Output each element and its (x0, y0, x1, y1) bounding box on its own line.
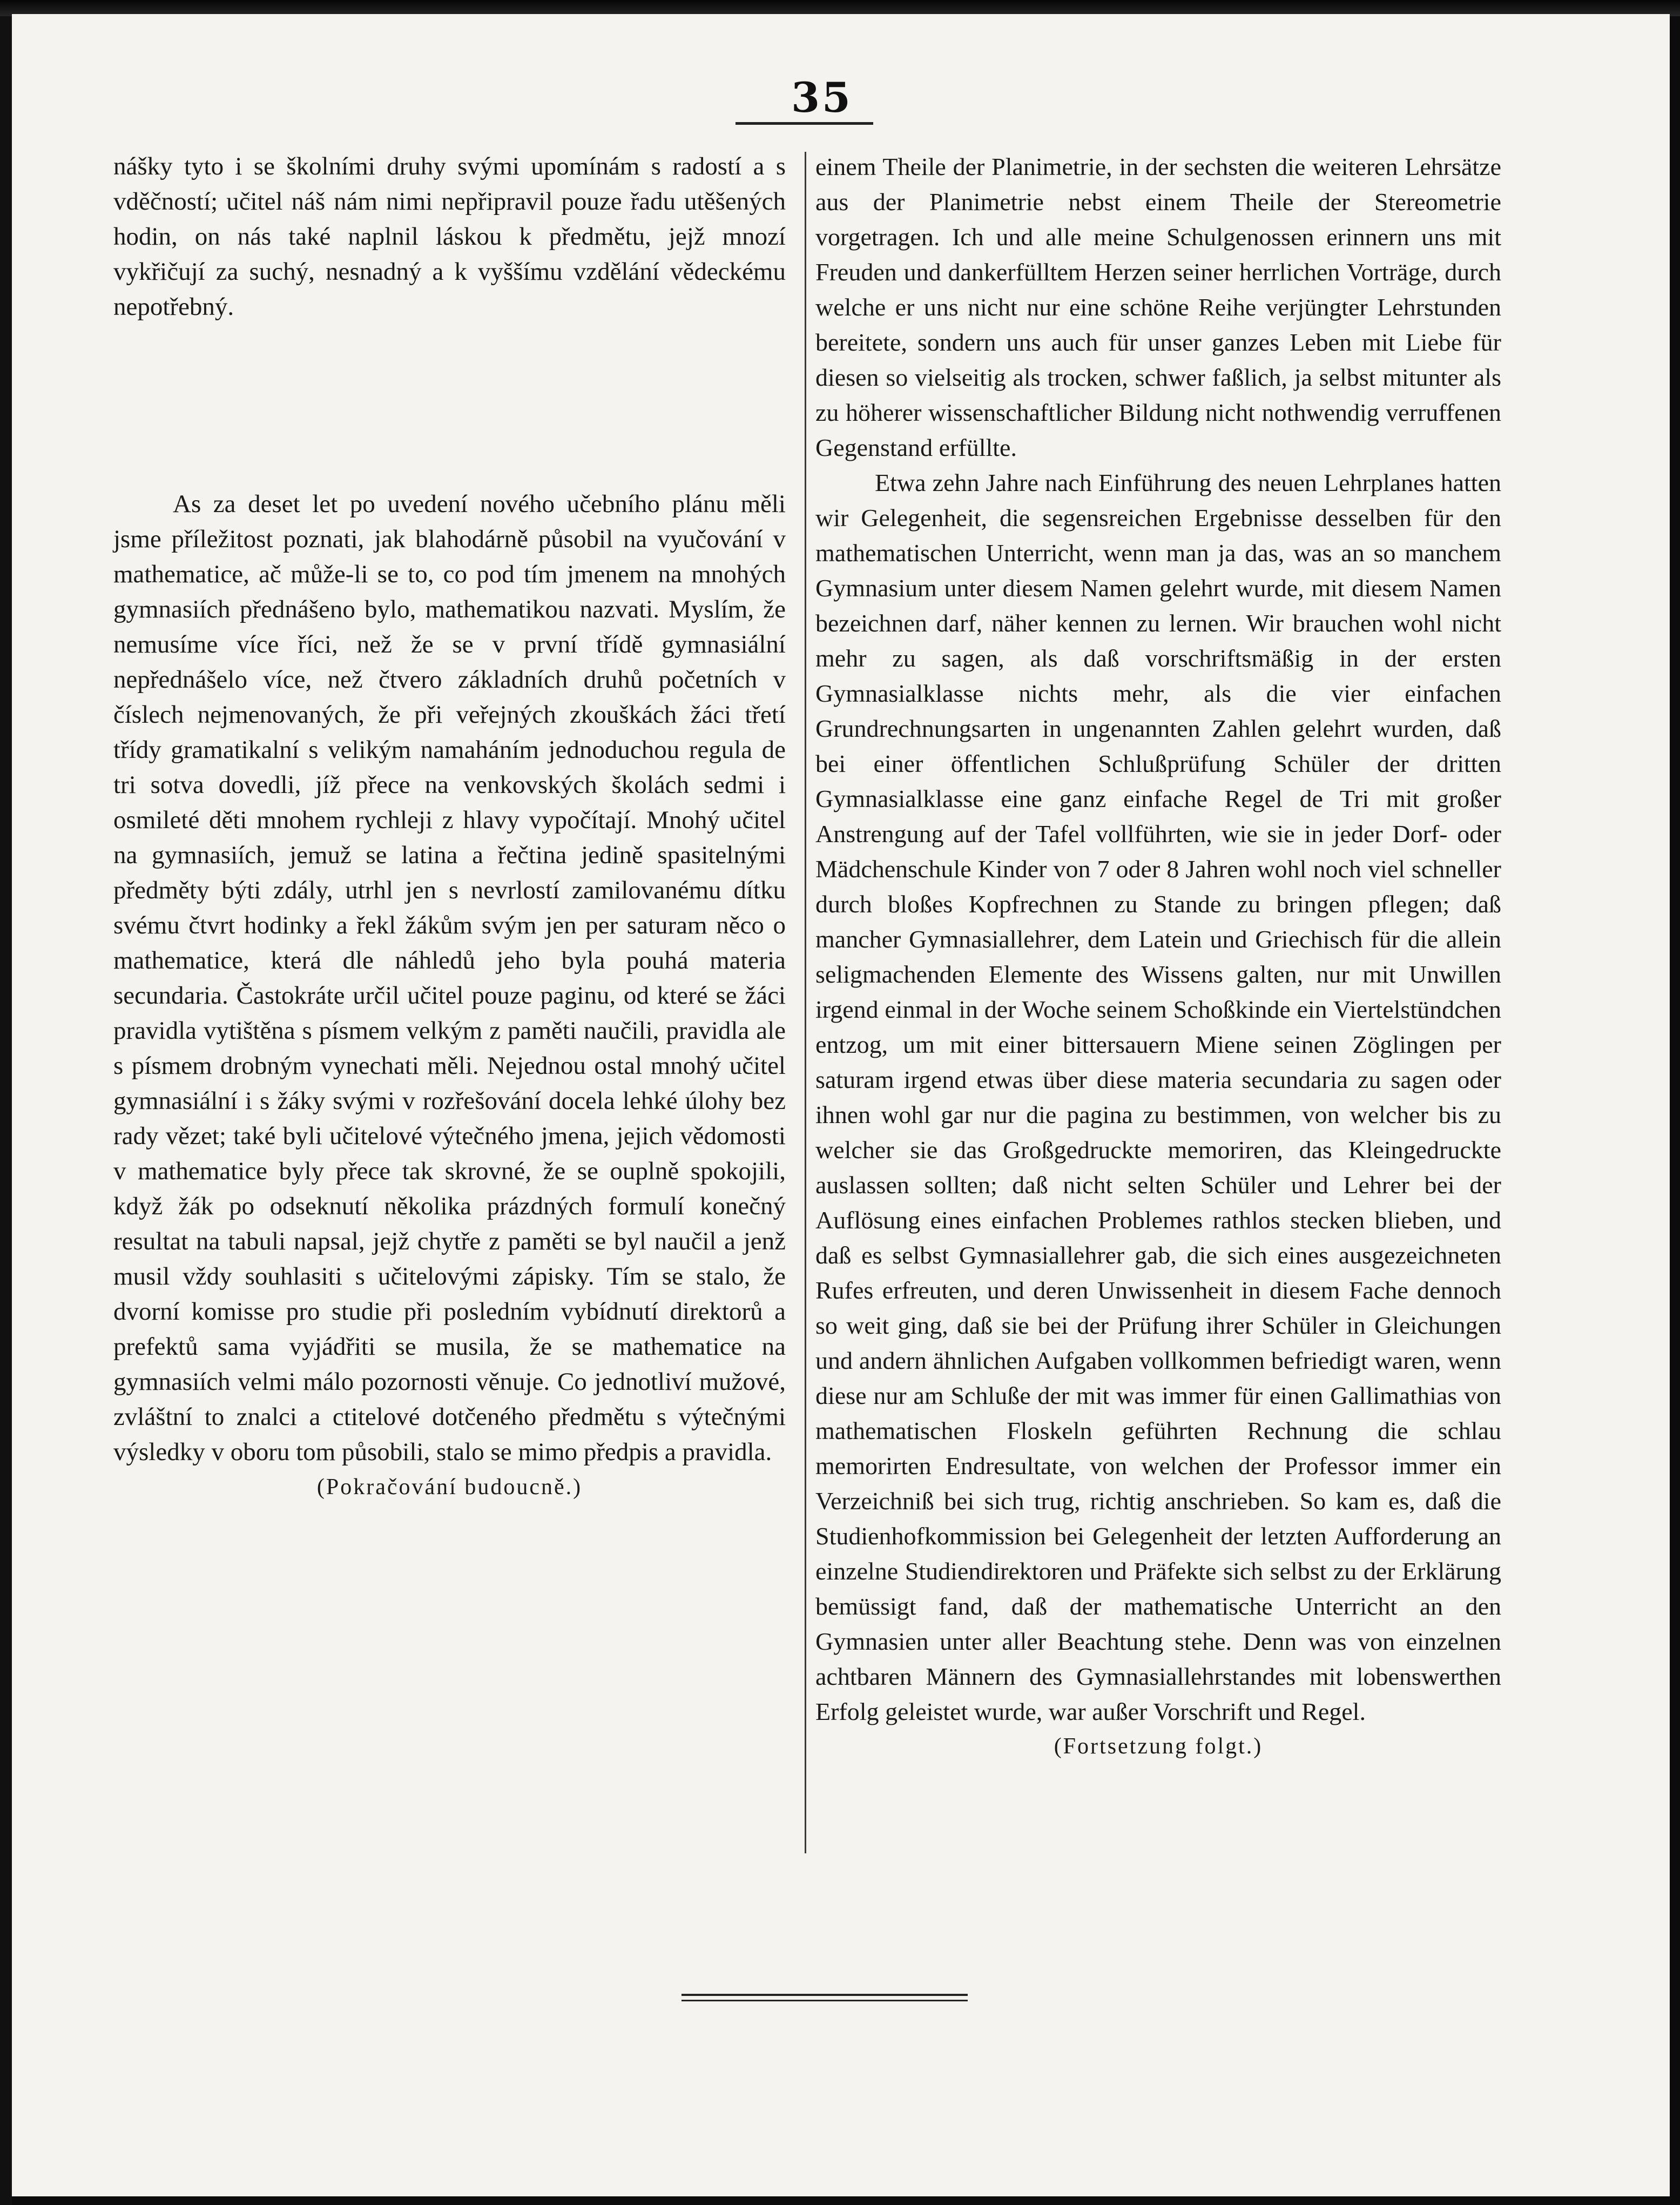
czech-paragraph-1: nášky tyto i se školními druhy svými upomínám s radostí a s vděčností; učitel náš nám nimi nepřipravil pouze řadu utěšených hodin, on nás také naplnil láskou k předmětu, jejž mnozí vykřičují za suchý, nesnadný a k vyššímu vzdělání vědeckému nepotřebný. (113, 152, 786, 321)
czech-column (113, 149, 786, 1505)
column-gap (113, 325, 786, 487)
page-number-rule (736, 122, 873, 125)
german-column (815, 149, 1501, 1764)
end-rule-lower (682, 2000, 968, 2001)
scan-left-edge (0, 0, 12, 2205)
german-continuation-note: (Fortsetzung folgt.) (1054, 1734, 1263, 1759)
czech-paragraph-2: As za deset let po uvedení nového učebního plánu měli jsme příležitost poznati, jak blahodárně působil na vyučování v mathematice, ač může-li se to, co pod tím jmenem na mnohých gymnasiích přednášeno bylo, mathematikou nazvati. Myslím, že nemusíme více říci, než že se v první třídě gymnasiální nepřednášelo více, než čtvero základních druhů početních v číslech nejmenovaných, že při veřejných zkouškách žáci třetí třídy gramatikalní s velikým namaháním jednoduchou regula de tri sotva dovedli, jíž přece na venkovských školách sedmi i osmileté děti mnohem rychleji z hlavy vypočítají. Mnohý učitel na gymnasiích, jemuž se latina a řečtina jedině spasitelnými předměty býti zdály, utrhl jen s nevrlostí zamilovanému dítku svému čtvrt hodinky a řekl žákům svým jen per saturam něco o mathematice, která dle náhledů jeho byla pouhá materia secundaria. Častokráte určil učitel pouze paginu, od které se žáci pravidla vytištěna s písmem velkým z paměti naučili, pravidla ale s písmem drobným vynechati měli. Nejednou ostal mnohý učitel gymnasiální i s žáky svými v rozřešování docela lehké úlohy bez rady vězet; také byli učitelové výtečného jmena, jejich vědomosti v mathematice byly přece tak skrovné, že se ouplně spokojili, když žák po odseknutí několika prázdných formulí konečný resultat na tabuli napsal, jejž chytře z paměti se byl naučil a jenž musil vždy souhlasiti s učitelovými zápisky. Tím se stalo, že dvorní komisse pro studie při posledním vybídnutí direktorů a prefektů sama vyjádřiti se musila, že se mathematice na gymnasiích velmi málo pozornosti věnuje. Co jednotliví mužové, zvláštní to znalci a ctitelové dotčeného předmětu s výtečnými výsledky v oboru tom působili, stalo se mimo předpis a pravidla. (113, 490, 786, 1466)
german-paragraph-2: Etwa zehn Jahre nach Einführung des neuen Lehrplanes hatten wir Gelegenheit, die segensreichen Ergebnisse desselben für den mathematischen Unterricht, wenn man ja das, was an so manchem Gymnasium unter diesem Namen gelehrt wurde, mit diesem Namen bezeichnen darf, näher kennen zu lernen. Wir brauchen wohl nicht mehr zu sagen, als daß vorschriftsmäßig in der ersten Gymnasialklasse nichts mehr, als die vier einfachen Grundrechnungsarten in ungenannten Zahlen gelehrt wurden, daß bei einer öffentlichen Schlußprüfung Schüler der dritten Gymnasialklasse eine ganz einfache Regel de Tri mit großer Anstrengung auf der Tafel vollführten, wie sie in jeder Dorf- oder Mädchenschule Kinder von 7 oder 8 Jahren wohl noch viel schneller durch bloßes Kopfrechnen zu Stande zu bringen pflegen; daß mancher Gymnasiallehrer, dem Latein und Griechisch für die allein seligmachenden Elemente des Wissens galten, nur mit Unwillen irgend einmal in der Woche seinem Schoßkinde ein Viertelstündchen entzog, um mit einer bittersauern Miene seinen Zöglingen per saturam irgend etwas über diese materia secundaria zu sagen oder ihnen wohl gar nur die pagina zu bestimmen, von welcher bis zu welcher sie das Großgedruckte memoriren, das Kleingedruckte auslassen sollten; daß nicht selten Schüler und Lehrer bei der Auflösung eines einfachen Problemes rathlos stecken blieben, und daß es selbst Gymnasiallehrer gab, die sich eines ausgezeichneten Rufes erfreuten, und deren Unwissenheit in diesem Fache dennoch so weit ging, daß sie bei der Prüfung ihrer Schüler in Gleichungen und andern ähnlichen Aufgaben vollkommen befriedigt waren, wenn diese nur am Schluße der mit was immer für einen Gallimathias von mathematischen Floskeln geführten Rechnung die schlau memorirten Endresultate, von welchen der Professor immer ein Verzeichniß bei sich trug, richtig anschrieben. So kam es, daß die Studienhofkommission bei Gelegenheit der letzten Aufforderung an einzelne Studiendirektoren und Präfekte sich selbst zu der Erklärung bemüssigt fand, daß der mathematische Unterricht an den Gymnasien unter aller Beachtung stehe. Denn was von einzelnen achtbaren Männern des Gymnasiallehrstandes mit lobenswerthen Erfolg geleistet wurde, war außer Vorschrift und Regel. (815, 469, 1501, 1725)
german-paragraph-1: einem Theile der Planimetrie, in der sechsten die weiteren Lehrsätze aus der Planimetrie nebst einem Theile der Stereometrie vorgetragen. Ich und alle meine Schulgenossen erinnern uns mit Freuden und dankerfülltem Herzen seiner herrlichen Vorträge, durch welche er uns nicht nur eine schöne Reihe verjüngter Lehrstunden bereitete, sondern uns auch für unser ganzes Leben mit Liebe für diesen so vielseitig als trocken, schwer faßlich, ja selbst mitunter als zu höherer wissenschaftlicher Bildung nicht nothwendig verruffenen Gegenstand erfüllte. (815, 153, 1501, 461)
czech-continuation-note: (Pokračování budoucně.) (316, 1475, 583, 1500)
page-sheet (12, 14, 1670, 2196)
end-rule-upper (682, 1994, 968, 1996)
column-divider (805, 152, 806, 1853)
page-number: 35 (791, 73, 853, 122)
